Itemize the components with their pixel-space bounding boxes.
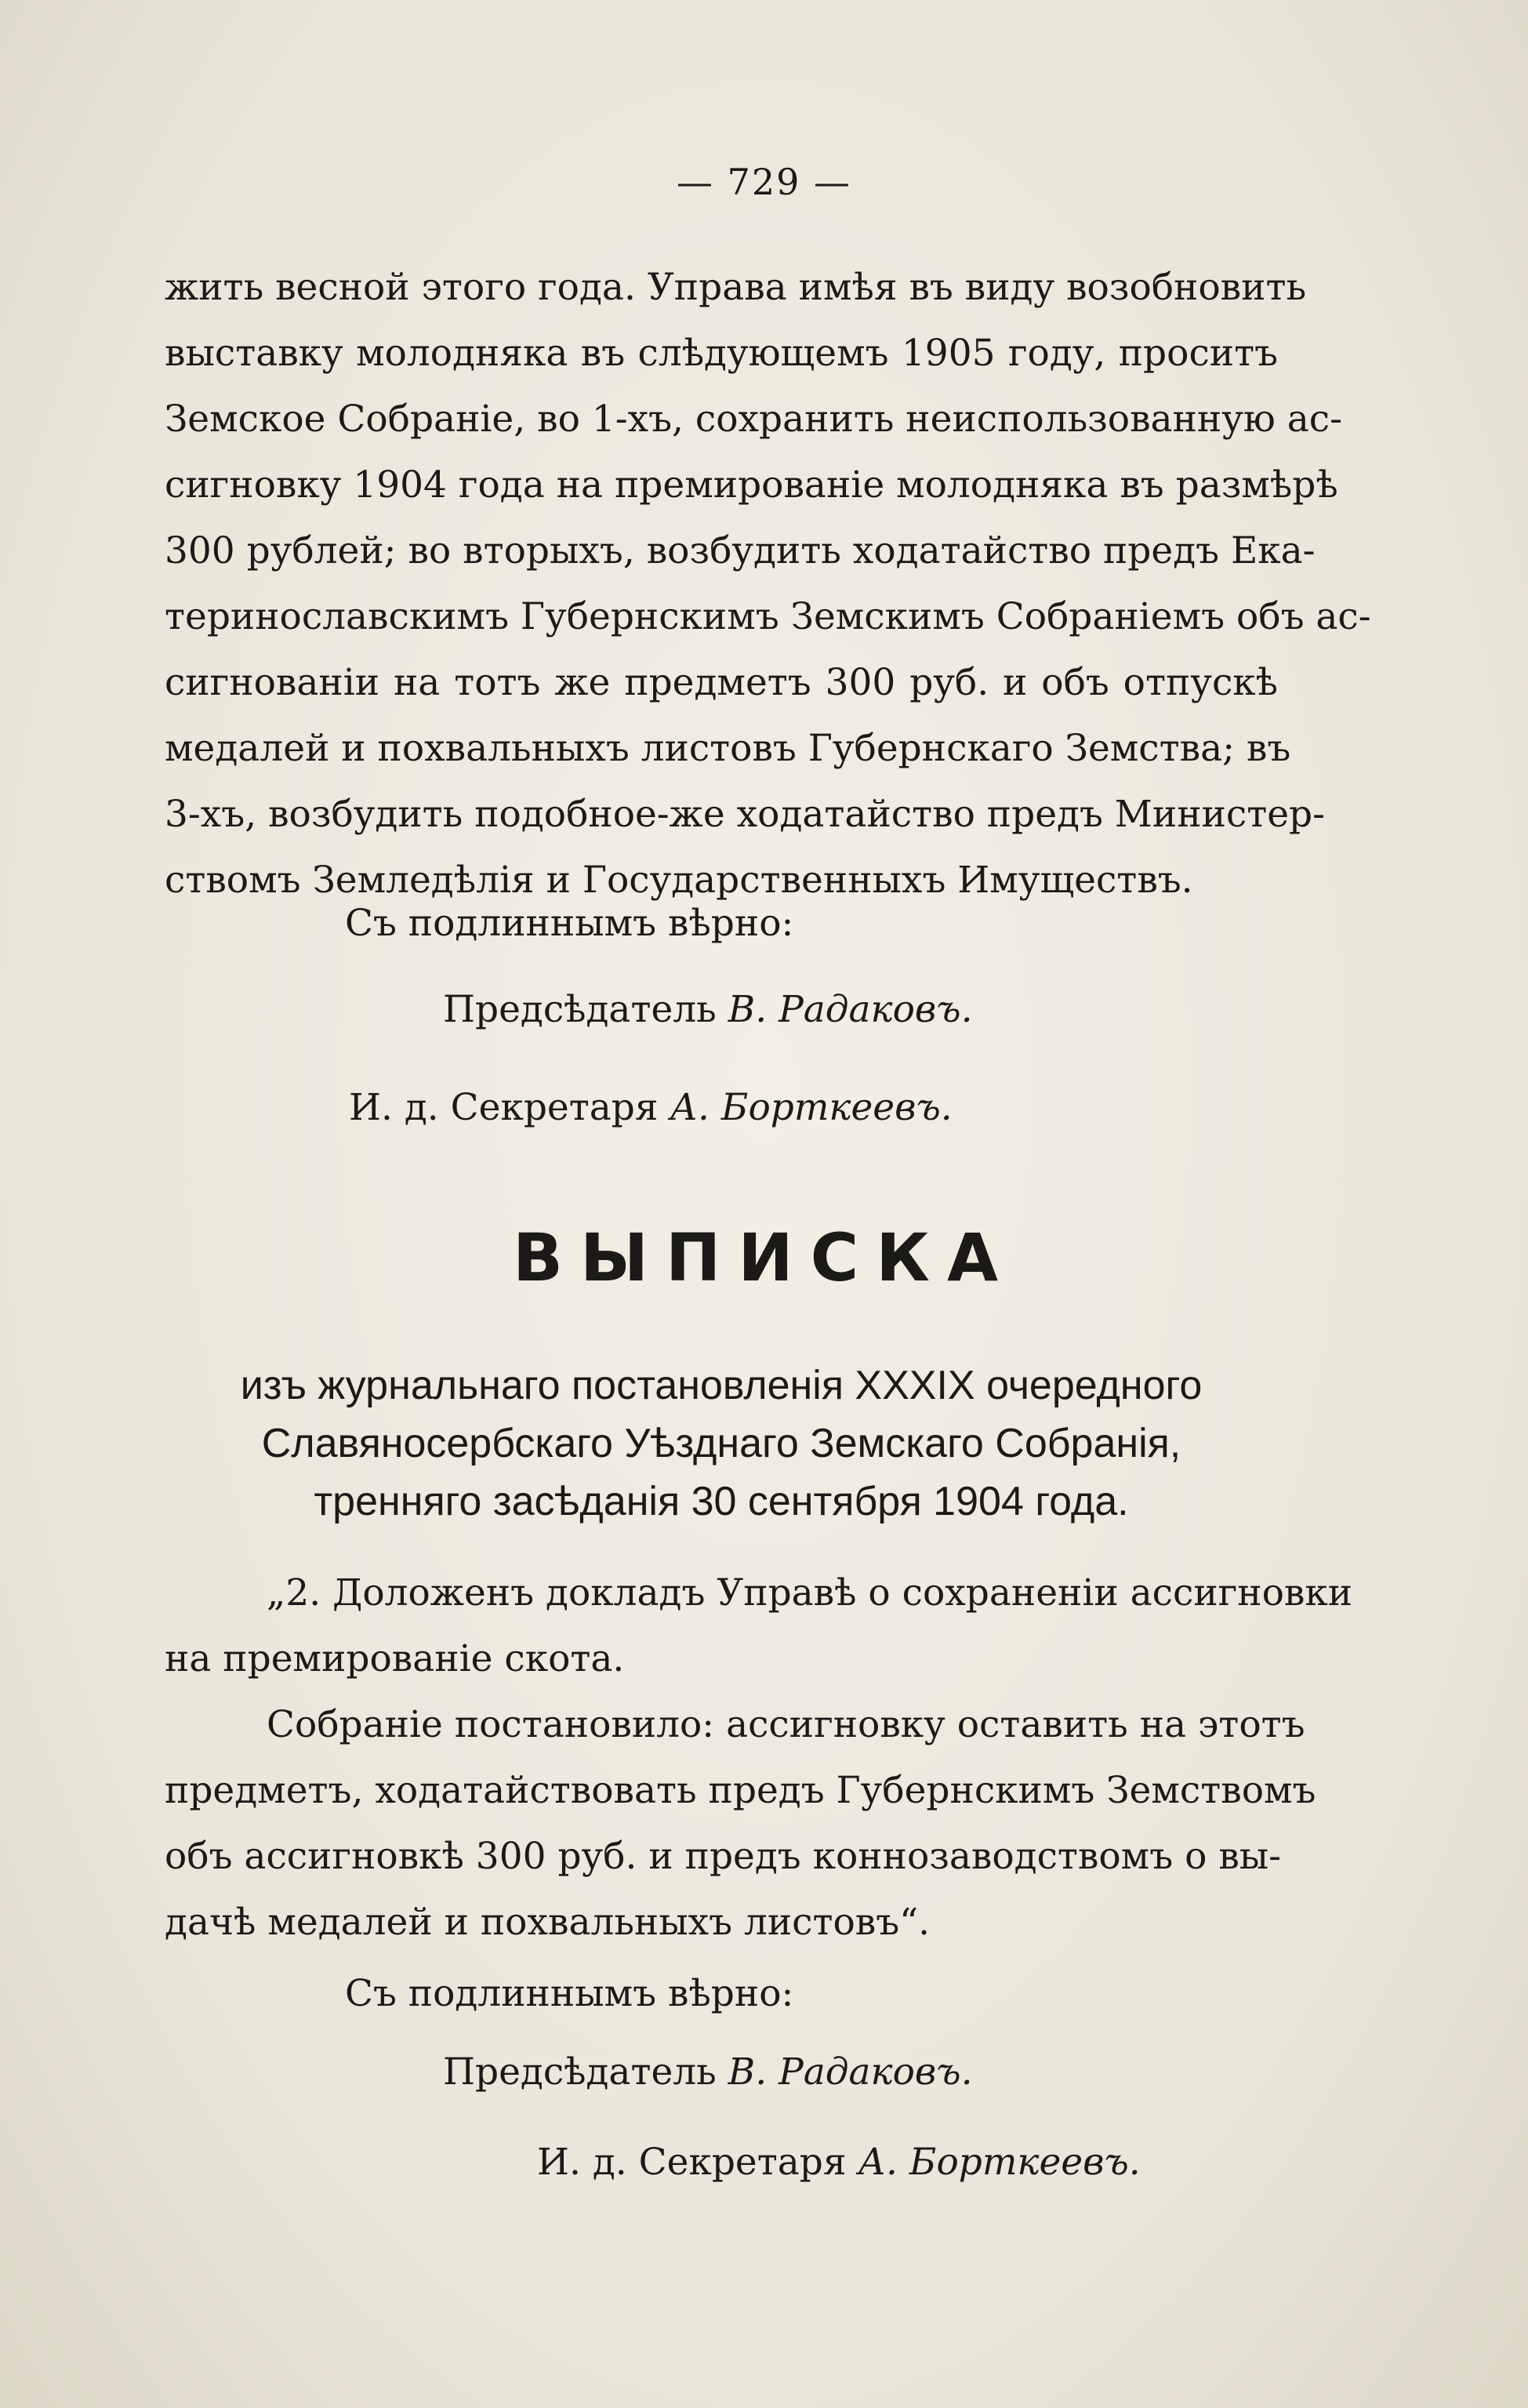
text-line: жить весной этого года. Управа имѣя въ виду возобновить: [165, 266, 1307, 309]
extract-subheading: [157, 1357, 1286, 1531]
text-line: на премированіе скота.: [165, 1637, 625, 1680]
subheading-line: тренняго засѣданія 30 сентября 1904 года.: [314, 1479, 1129, 1524]
text-line: 300 рублей; во вторыхъ, возбудить ходатайство предъ Ека-: [165, 529, 1316, 572]
report-paragraph: [165, 255, 1371, 913]
text-line: предметъ, ходатайствовать предъ Губернскимъ Земствомъ: [165, 1769, 1316, 1812]
chairman-label: Предсѣдатель: [443, 988, 717, 1031]
page-number: — 729 —: [676, 161, 852, 203]
text-line: теринославскимъ Губернскимъ Земскимъ Собраніемъ объ ас-: [165, 595, 1371, 638]
text-line: дачѣ медалей и похвальныхъ листовъ“.: [165, 1901, 931, 1944]
text-line: „2. Доложенъ докладъ Управѣ о сохраненіи ассигновки: [267, 1571, 1353, 1614]
text-line: Земское Собраніе, во 1-хъ, сохранить неиспользованную ас-: [165, 398, 1342, 441]
subheading-line: изъ журнальнаго постановленія XXXIX очередного: [240, 1363, 1203, 1408]
text-line: сигнованіи на тотъ же предметъ 300 руб. и объ отпускѣ: [165, 661, 1278, 704]
chairman-signature: [443, 988, 973, 1031]
text-line: выставку молодняка въ слѣдующемъ 1905 году, проситъ: [165, 332, 1278, 375]
secretary-name: А. Борткеевъ.: [670, 1086, 953, 1129]
text-line: ствомъ Земледѣлія и Государственныхъ Имуществъ.: [165, 859, 1193, 902]
subheading-line: Славяносербскаго Уѣзднаго Земскаго Собранія,: [261, 1421, 1181, 1466]
secretary-label: И. д. Секретаря: [537, 2141, 847, 2184]
chairman-signature: [443, 2050, 973, 2094]
text-line: Собраніе постановило: ассигновку оставить на этотъ: [267, 1703, 1305, 1746]
chairman-label: Предсѣдатель: [443, 2050, 717, 2094]
resolution-paragraph: [165, 1560, 1353, 1956]
secretary-name: А. Борткеевъ.: [858, 2141, 1141, 2184]
secretary-label: И. д. Секретаря: [349, 1086, 659, 1129]
certified-true-copy: Съ подлиннымъ вѣрно:: [345, 1972, 794, 2015]
secretary-signature: [349, 1086, 953, 1129]
chairman-name: В. Радаковъ.: [728, 988, 973, 1031]
secretary-signature: [537, 2141, 1141, 2184]
certified-true-copy: Съ подлиннымъ вѣрно:: [345, 902, 794, 945]
text-line: медалей и похвальныхъ листовъ Губернскаго Земства; въ: [165, 727, 1291, 770]
text-line: 3-хъ, возбудить подобное-же ходатайство предъ Министер-: [165, 793, 1326, 836]
extract-heading: ВЫПИСКА: [513, 1219, 1015, 1296]
chairman-name: В. Радаковъ.: [728, 2050, 973, 2094]
text-line: сигновку 1904 года на премированіе молодняка въ размѣрѣ: [165, 463, 1338, 507]
text-line: объ ассигновкѣ 300 руб. и предъ коннозаводствомъ о вы-: [165, 1835, 1282, 1878]
